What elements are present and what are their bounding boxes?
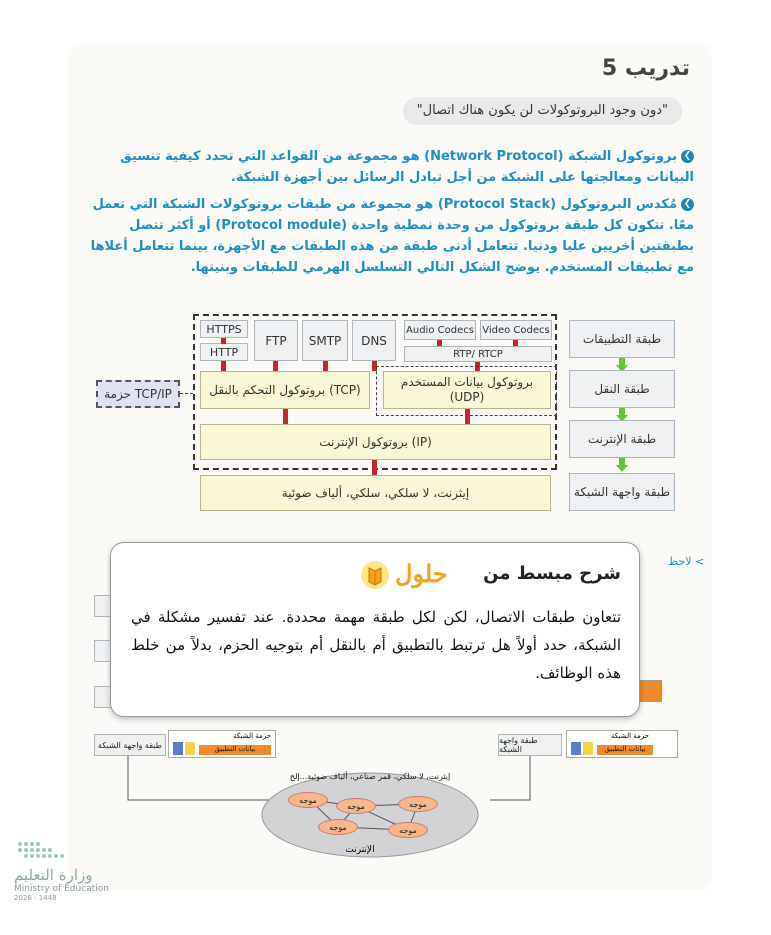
layer-network-interface: طبقة واجهة الشبكة (569, 473, 675, 511)
right-network-interface: طبقة واجهة الشبكة (498, 734, 562, 756)
smtp-protocol: SMTP (302, 320, 348, 361)
popup-body: تتعاون طبقات الاتصال، لكن لكل طبقة مهمة محددة. عند تفسير مشكلة في الشبكة، حدد أولاً هل ترتبط بالتطبيق أم بالنقل أم بتوجيه الحزم، بدلاً من خلط هذه الوظائف. (131, 608, 621, 682)
logo-text: حلول (395, 559, 448, 588)
packet-data: بيانات التطبيق (199, 745, 271, 755)
router-node: موجه (398, 796, 438, 812)
layer-transport: طبقة النقل (569, 370, 675, 408)
note-prefix: > لاحظ (668, 555, 705, 568)
packet-data: بيانات التطبيق (597, 745, 653, 755)
layer-application: طبقة التطبيقات (569, 320, 675, 358)
ministry-english: Ministry of Education (14, 884, 109, 894)
paragraph-network-protocol: ❯بروتوكول الشبكة (Network Protocol) هو مجموعة من القواعد التي تحدد كيفية تنسيق البيانات ومعالجتها على الشبكة من أجل تبادل الرسائل بين أجهزة الشبكة. (120, 149, 694, 185)
popup-heading: شرح مبسط من (483, 563, 621, 584)
packet-title: حزمة الشبكة (233, 732, 271, 740)
rtp-rtcp-protocol: RTP/ RTCP (404, 346, 552, 362)
ministry-arabic: وزارة التعليم (14, 866, 93, 884)
medium-label: إيثرنت، لا سلكي، قمر صناعي، ألياف ضوئية...إلخ (289, 772, 451, 781)
audio-codecs: Audio Codecs (404, 320, 476, 340)
https-protocol: HTTPS (200, 320, 248, 338)
router-node: موجه (288, 792, 328, 808)
udp-protocol: بروتوكول بيانات المستخدم (UDP) (383, 371, 551, 409)
ministry-logo (14, 838, 114, 902)
http-protocol: HTTP (200, 343, 248, 361)
physical-media: إيثرنت، لا سلكي، سلكي، ألياف ضوئية (200, 475, 551, 511)
book-icon (359, 559, 391, 591)
ministry-year: 2026 - 1448 (14, 894, 57, 902)
explanation-popup (110, 542, 640, 717)
tcpip-suite-label: حزمة TCP/IP (96, 380, 180, 408)
paragraph-protocol-stack: ❯مُكدس البروتوكول (Protocol Stack) هو مجموعة من طبقات بروتوكولات الشبكة التي تعمل معًا. تتكون كل طبقة بروتوكول من وحدة نمطية واحدة (Protocol module) أو أكثر تتصل بطبقتين أخريين عليا ودنيا. تتعامل أدنى طبقة من هذه الطبقات مع الأجهزة، بينما تتعامل أعلاها مع تطبيقات المستخدم. يوضح الشكل التالي التسلسل الهرمي للطبقات وبنيتها. (90, 197, 694, 275)
internet-label: الإنترنت (345, 845, 375, 855)
tcp-protocol: بروتوكول التحكم بالنقل (TCP) (200, 371, 370, 409)
ip-protocol: بروتوكول الإنترنت (IP) (200, 424, 551, 460)
left-network-interface: طبقة واجهة الشبكة (94, 734, 166, 756)
video-codecs: Video Codecs (480, 320, 552, 340)
layer-internet: طبقة الإنترنت (569, 420, 675, 458)
router-node: موجه (388, 822, 428, 838)
router-node: موجه (318, 819, 358, 835)
quote-box: "دون وجود البروتوكولات لن يكون هناك اتصال" (403, 97, 682, 125)
bullet-icon: ❯ (681, 150, 694, 163)
dns-protocol: DNS (352, 320, 396, 361)
hulul-logo (359, 559, 459, 591)
ministry-dots-icon (14, 838, 114, 866)
ftp-protocol: FTP (254, 320, 298, 361)
bullet-icon: ❯ (681, 198, 694, 211)
exercise-title: تدريب 5 (601, 56, 690, 81)
packet-title: حزمة الشبكة (611, 732, 649, 740)
router-node: موجه (336, 798, 376, 814)
